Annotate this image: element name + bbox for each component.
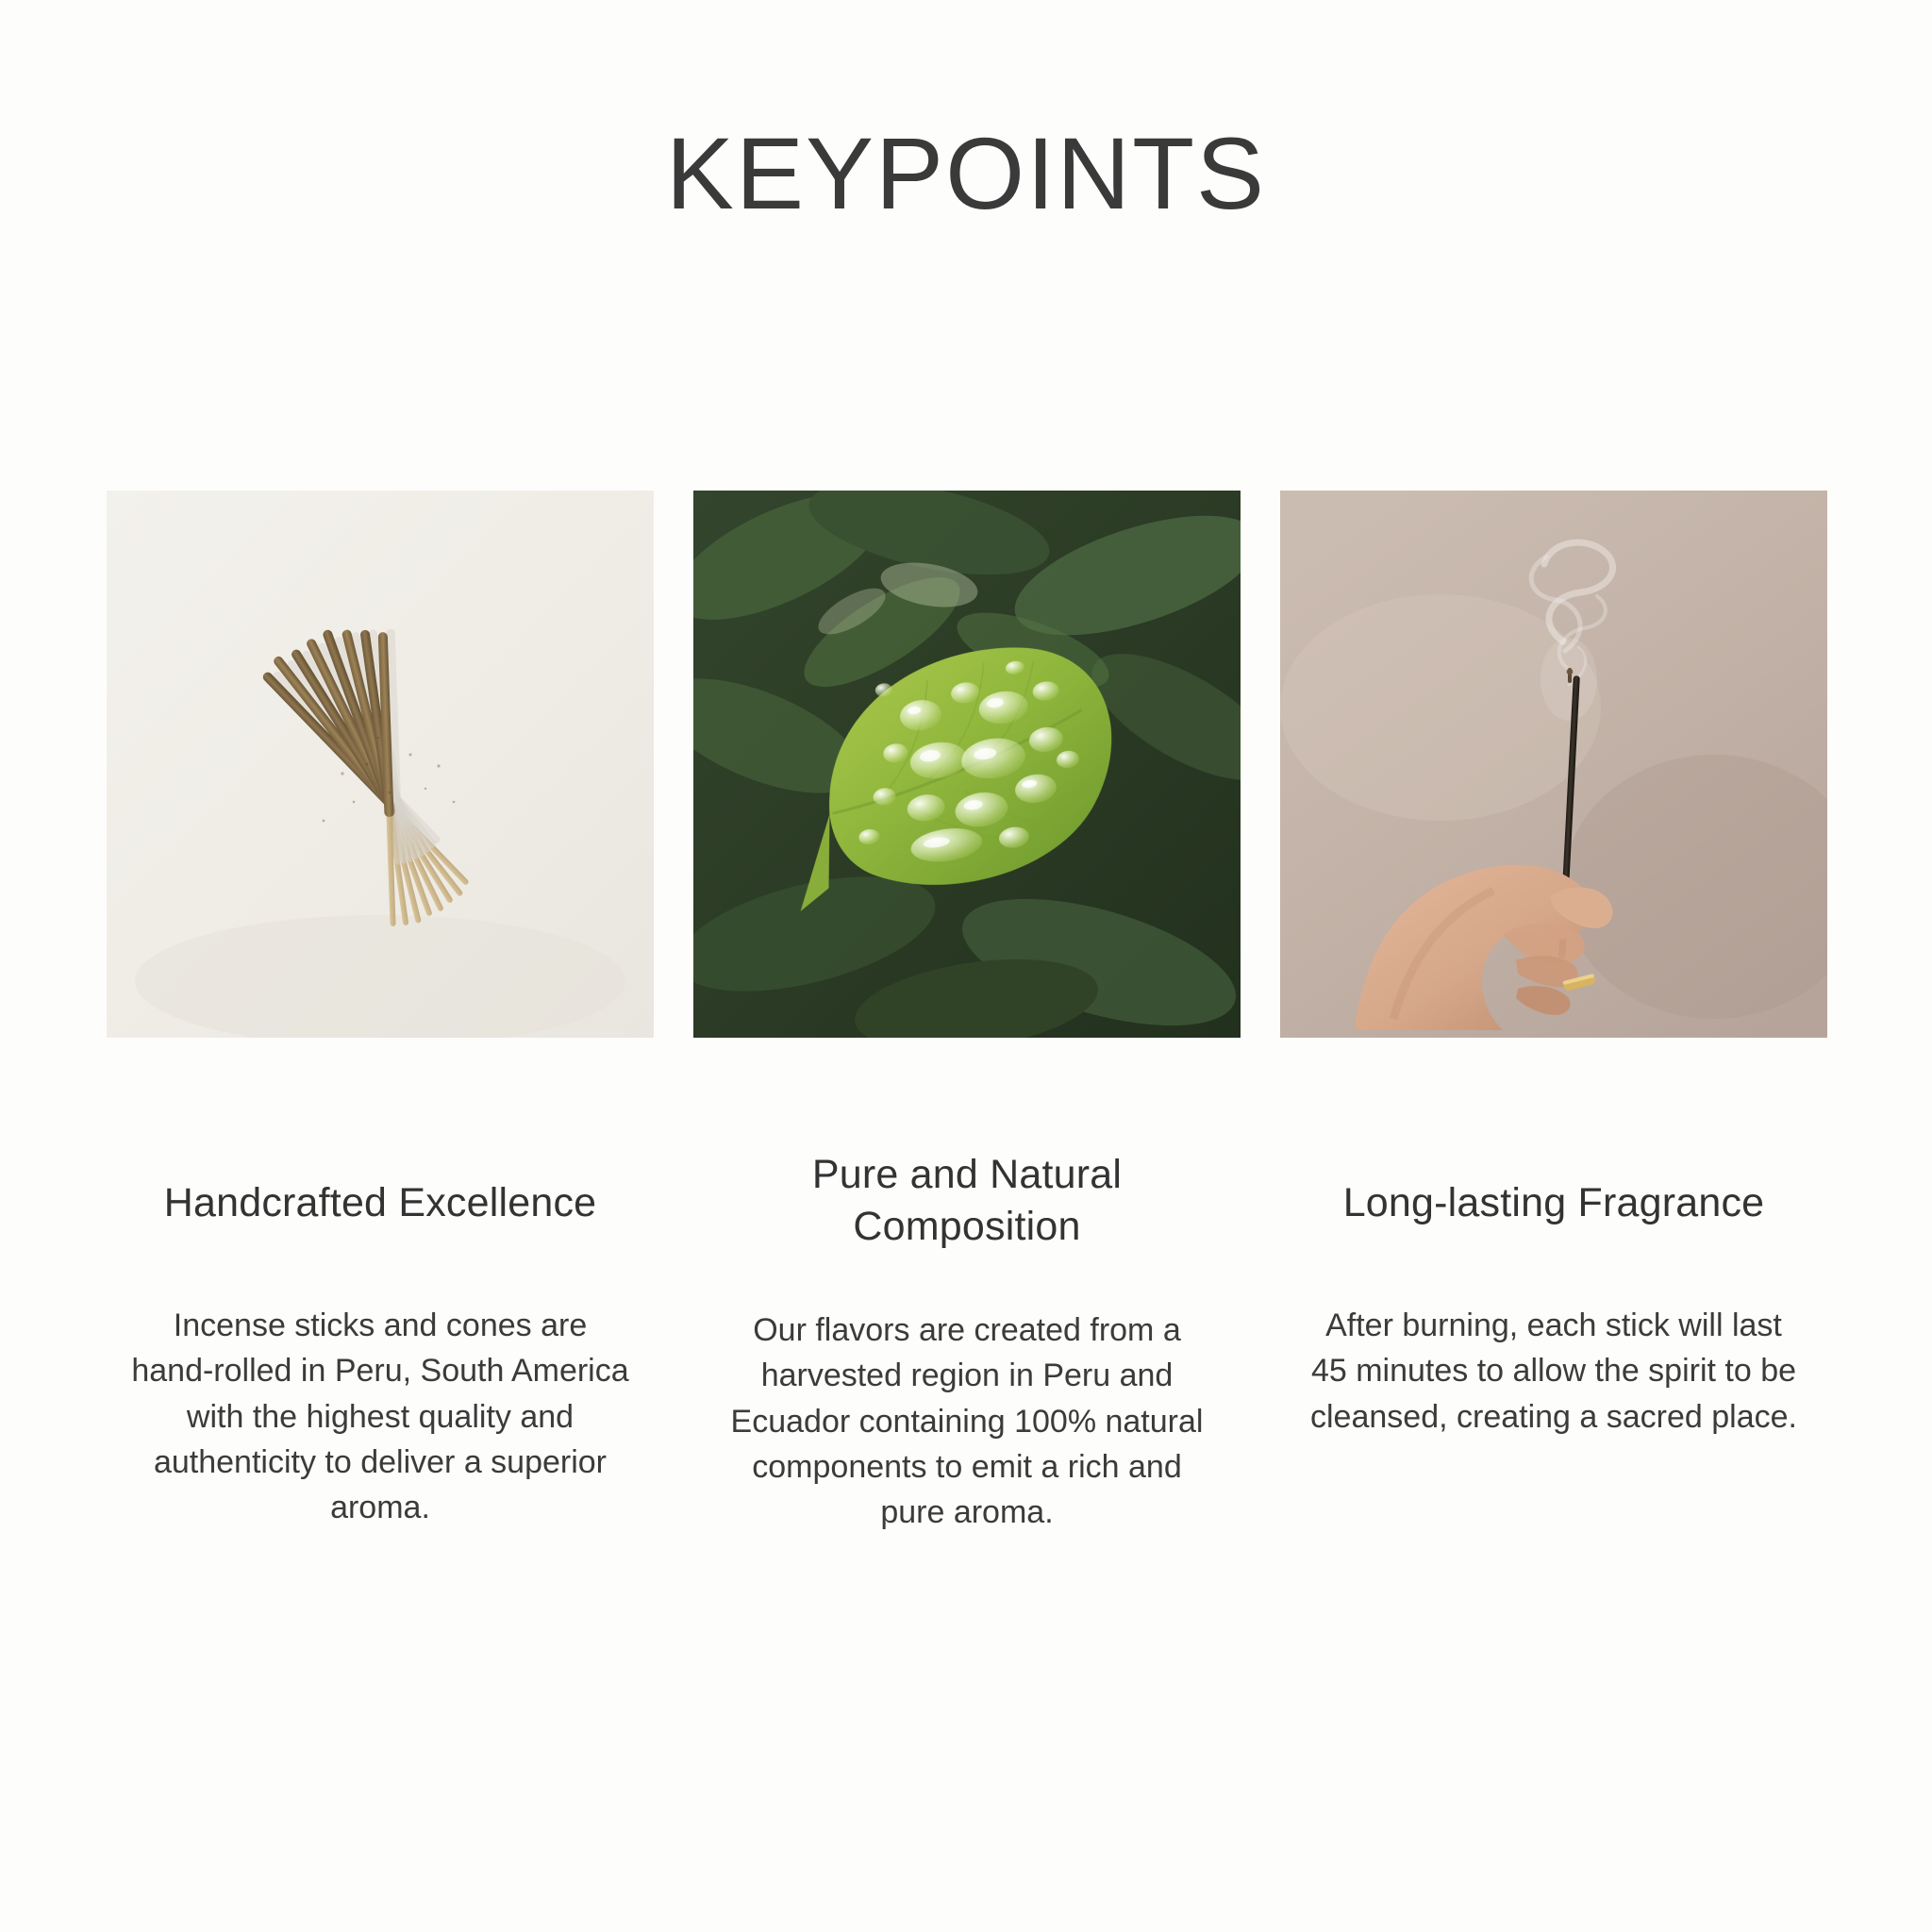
card-title: Pure and Natural Composition <box>811 1152 1123 1250</box>
keypoint-card-3 <box>1280 491 1827 1535</box>
keypoint-card-2 <box>693 491 1241 1535</box>
green-leaf-water-drops-photo <box>693 491 1241 1038</box>
page-title: KEYPOINTS <box>665 116 1267 230</box>
card-title: Long-lasting Fragrance <box>1342 1180 1765 1225</box>
card-body: After burning, each stick will last 45 minutes to allow the spirit to be cleansed, creating a sacred place. <box>1310 1307 1797 1435</box>
card-title: Handcrafted Excellence <box>163 1180 597 1225</box>
keypoint-card-1 <box>107 491 654 1535</box>
hand-holding-burning-incense-photo <box>1280 491 1827 1038</box>
keypoints-columns <box>107 491 1825 1535</box>
card-body: Our flavors are created from a harvested region in Peru and Ecuador containing 100% natural components to emit a rich and pure aroma. <box>730 1312 1204 1531</box>
incense-sticks-photo <box>107 491 654 1038</box>
card-body: Incense sticks and cones are hand-rolled in Peru, South America with the highest quality and authenticity to deliver a superior aroma. <box>131 1307 629 1526</box>
